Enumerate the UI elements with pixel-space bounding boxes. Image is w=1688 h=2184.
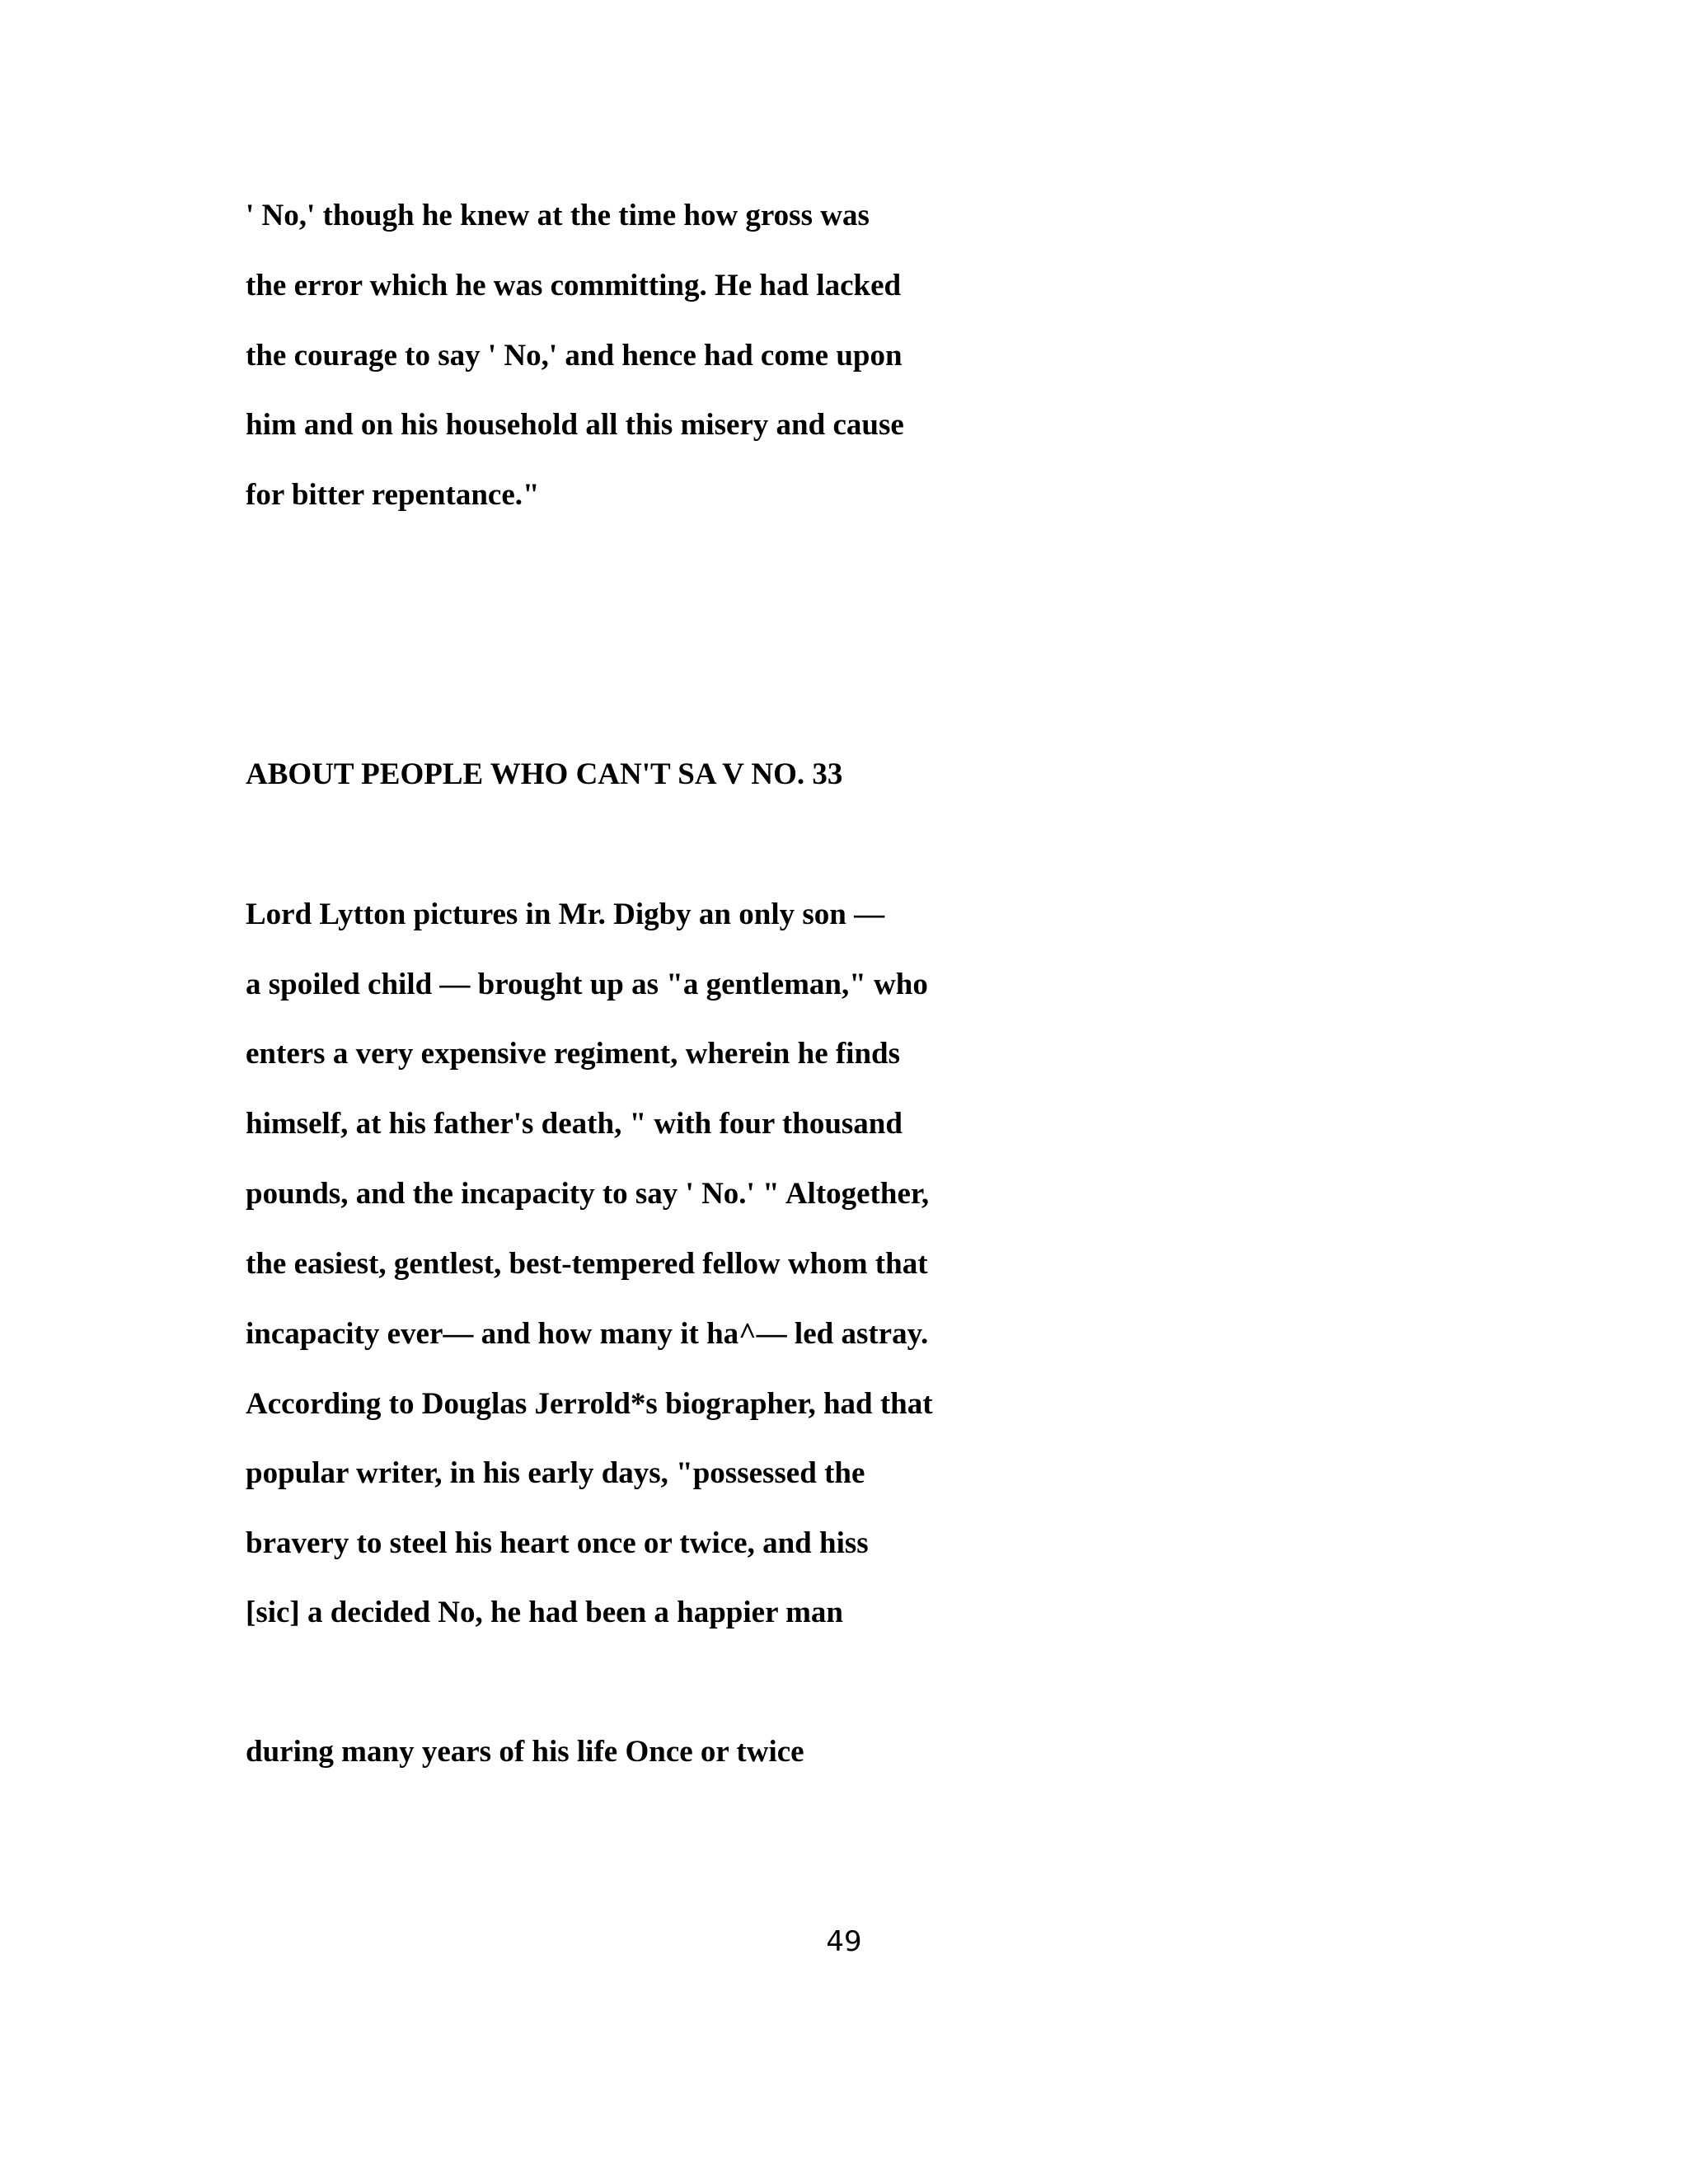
text-line: [sic] a decided No, he had been a happier man <box>246 1596 843 1629</box>
text-line: incapacity ever— and how many it ha^— led astray. <box>246 1317 929 1351</box>
page-number: 49 <box>826 1925 862 1958</box>
text-line: the easiest, gentlest, best-tempered fellow whom that <box>246 1247 928 1281</box>
text-line: pounds, and the incapacity to say ' No.' " Altogether, <box>246 1177 930 1211</box>
text-line: ' No,' though he knew at the time how gross was <box>246 199 870 232</box>
text-line: the courage to say ' No,' and hence had come upon <box>246 339 903 373</box>
text-line: the error which he was committing. He had lacked <box>246 269 902 302</box>
text-line: during many years of his life Once or twice <box>246 1735 804 1769</box>
text-line: popular writer, in his early days, "possessed the <box>246 1456 865 1490</box>
text-line: Lord Lytton pictures in Mr. Digby an only son — <box>246 898 885 931</box>
text-line: a spoiled child — brought up as "a gentleman," who <box>246 968 928 1001</box>
text-line: him and on his household all this misery and cause <box>246 408 904 442</box>
text-line: for bitter repentance." <box>246 478 540 512</box>
text-line: bravery to steel his heart once or twice, and hiss <box>246 1526 869 1560</box>
text-line: According to Douglas Jerrold*s biographer, had that <box>246 1387 933 1421</box>
text-line: enters a very expensive regiment, wherein he finds <box>246 1037 901 1071</box>
running-header: ABOUT PEOPLE WHO CAN'T SA V NO. 33 <box>246 757 843 791</box>
text-line: himself, at his father's death, " with four thousand <box>246 1107 903 1141</box>
